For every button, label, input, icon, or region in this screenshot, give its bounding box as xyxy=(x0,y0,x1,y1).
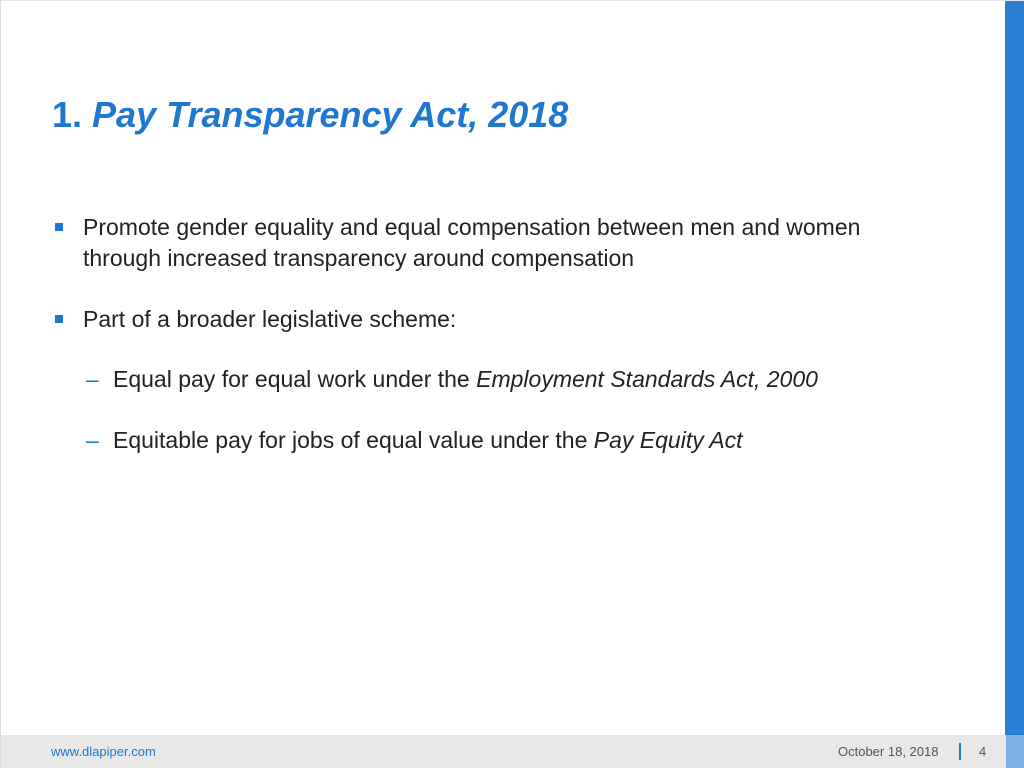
square-bullet-icon xyxy=(55,223,63,231)
page-number: 4 xyxy=(979,744,987,759)
subbullet-item-1 xyxy=(86,364,966,395)
subbullet-italic-text: Employment Standards Act, 2000 xyxy=(476,366,818,392)
bullet-text-line2: through increased transparency around compensation xyxy=(83,245,635,271)
footer-separator xyxy=(959,743,961,760)
square-bullet-icon xyxy=(55,315,63,323)
subbullet-item-2 xyxy=(86,425,966,456)
footer-date: October 18, 2018 xyxy=(838,744,939,759)
right-accent-bar xyxy=(1005,1,1024,735)
bullet-item-1 xyxy=(52,212,952,274)
subbullet-plain-text: Equitable pay for jobs of equal value under the xyxy=(113,427,594,453)
bullet-item-2 xyxy=(52,304,952,335)
subbullet-plain-text: Equal pay for equal work under the xyxy=(113,366,477,392)
title-number: 1. xyxy=(52,94,83,135)
slide-title xyxy=(52,93,568,137)
subbullet-italic-text: Pay Equity Act xyxy=(593,427,743,453)
website-link[interactable]: www.dlapiper.com xyxy=(51,744,156,759)
subbullet-text xyxy=(113,364,818,395)
bullet-text-line1: Part of a broader legislative scheme: xyxy=(83,306,457,332)
dash-bullet-icon: – xyxy=(86,366,99,392)
slide-footer xyxy=(1,735,1006,768)
title-name: Pay Transparency Act, 2018 xyxy=(92,94,569,135)
right-accent-bar-footer xyxy=(1005,735,1024,768)
subbullet-text xyxy=(113,425,743,456)
bullet-text-line1: Promote gender equality and equal compensation between men and women xyxy=(83,214,861,240)
dash-bullet-icon: – xyxy=(86,427,99,453)
